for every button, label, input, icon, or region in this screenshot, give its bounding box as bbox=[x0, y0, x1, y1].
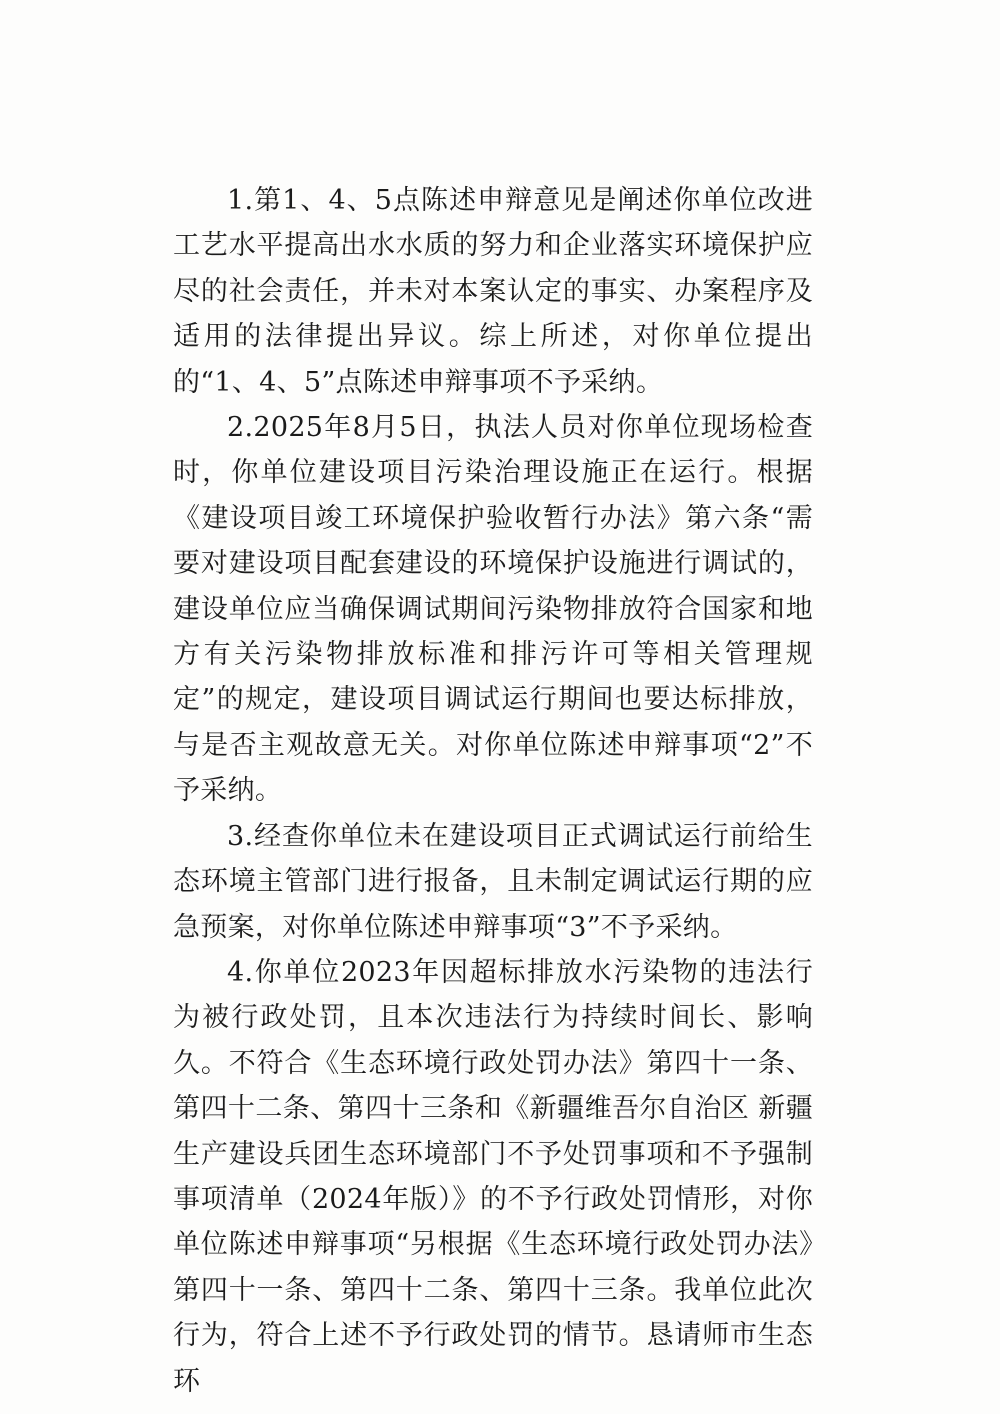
paragraph-3: 3.经查你单位未在建设项目正式调试运行前给生态环境主管部门进行报备，且未制定调试运行期的应急预案，对你单位陈述申辩事项“3”不予采纳。 bbox=[173, 820, 813, 943]
paragraph-1: 1.第1、4、5点陈述申辩意见是阐述你单位改进工艺水平提高出水水质的努力和企业落实环境保护应尽的社会责任，并未对本案认定的事实、办案程序及适用的法律提出异议。综上所述，对你单位提出的“1、4、5”点陈述申辩事项不予采纳。 bbox=[173, 185, 813, 398]
paragraph-4: 4.你单位2023年因超标排放水污染物的违法行为被行政处罚，且本次违法行为持续时间长、影响久。不符合《生态环境行政处罚办法》第四十一条、第四十二条、第四十三条和《新疆维吾尔自治区 新疆生产建设兵团生态环境部门不予处罚事项和不予强制事项清单（2024年版）》的不予行政处罚情形，对你单位陈述申辩事项“另根据《生态环境行政处罚办法》第四十一条、第四十二条、第四十三条。我单位此次行为，符合上述不予行政处罚的情节。恳请师市生态环 bbox=[173, 956, 813, 1397]
document-body bbox=[173, 178, 813, 1404]
paragraph-2: 2.2025年8月5日，执法人员对你单位现场检查时，你单位建设项目污染治理设施正在运行。根据《建设项目竣工环境保护验收暂行办法》第六条“需要对建设项目配套建设的环境保护设施进行调试的，建设单位应当确保调试期间污染物排放符合国家和地方有关污染物排放标准和排污许可等相关管理规定”的规定，建设项目调试运行期间也要达标排放，与是否主观故意无关。对你单位陈述申辩事项“2”不予采纳。 bbox=[173, 412, 813, 807]
